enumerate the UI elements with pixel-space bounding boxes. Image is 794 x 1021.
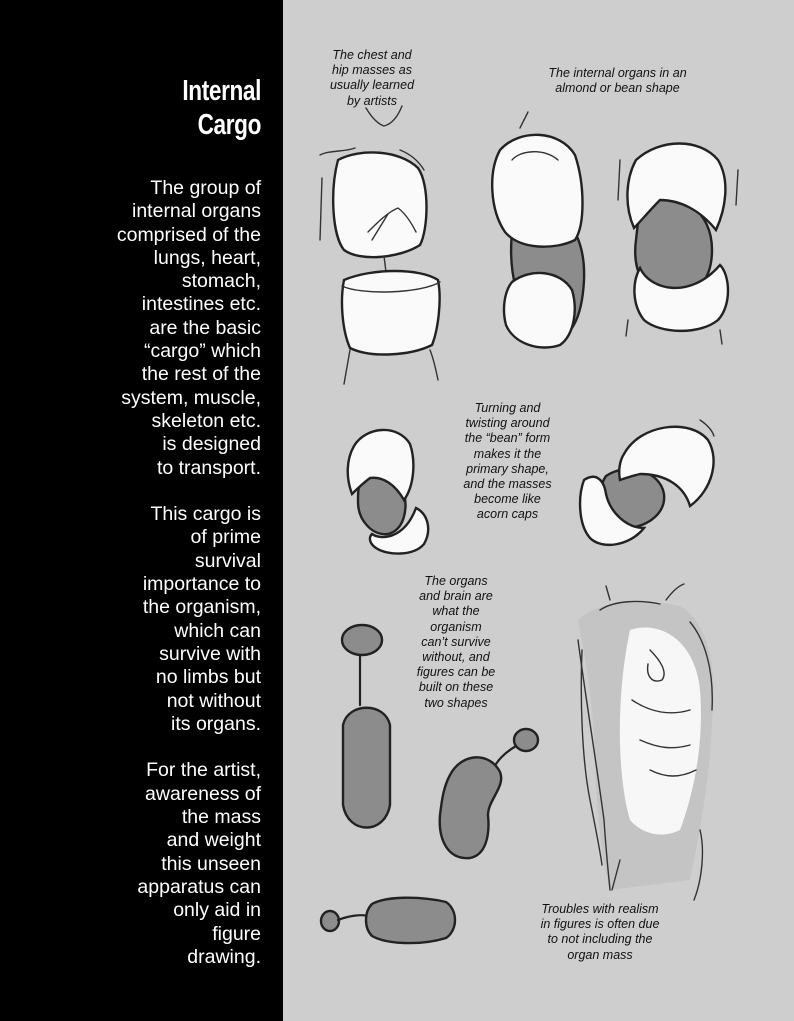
torso-sketch [578,584,713,900]
caption-troubles: Troubles with realism in figures is often due to not including the organ mass [540,902,660,962]
brain-organ-sketch-2 [440,729,538,858]
title-line-2: Cargo [197,109,261,141]
paragraph-cargo: The group of internal organs comprised of the lungs, heart, stomach, intestines etc. are the basic “cargo” which the rest of the system, muscle, skeleton etc. is designed to transport. [116,177,261,479]
paragraph-survival: This cargo is of prime survival importance to the organism, which can survive with no limbs but not without its organs. [142,503,261,735]
title-line-1: Internal [182,75,261,107]
caption-organs-brain: The organs and brain are what the organism can’t survive without, and figures can be built on these two shapes [416,574,496,710]
brain-organ-sketch-1 [342,625,390,828]
caption-internal-organs: The internal organs in an almond or bean shape [548,66,687,96]
twisted-bean-sketch-2 [580,420,714,545]
brain-organ-sketch-3 [321,898,455,943]
chest-hip-sketch [320,106,440,384]
caption-turning: Turning and twisting around the “bean” form makes it the primary shape, and the masses become like acorn caps [463,401,552,522]
bean-shape-sketch-1 [492,112,584,348]
twisted-bean-sketch-1 [348,430,428,554]
bean-shape-sketch-2 [618,144,738,345]
caption-chest-hip: The chest and hip masses as usually learned by artists [329,48,415,108]
paragraph-artist: For the artist, awareness of the mass and weight this unseen apparatus can only aid in figure drawing. [137,759,261,968]
